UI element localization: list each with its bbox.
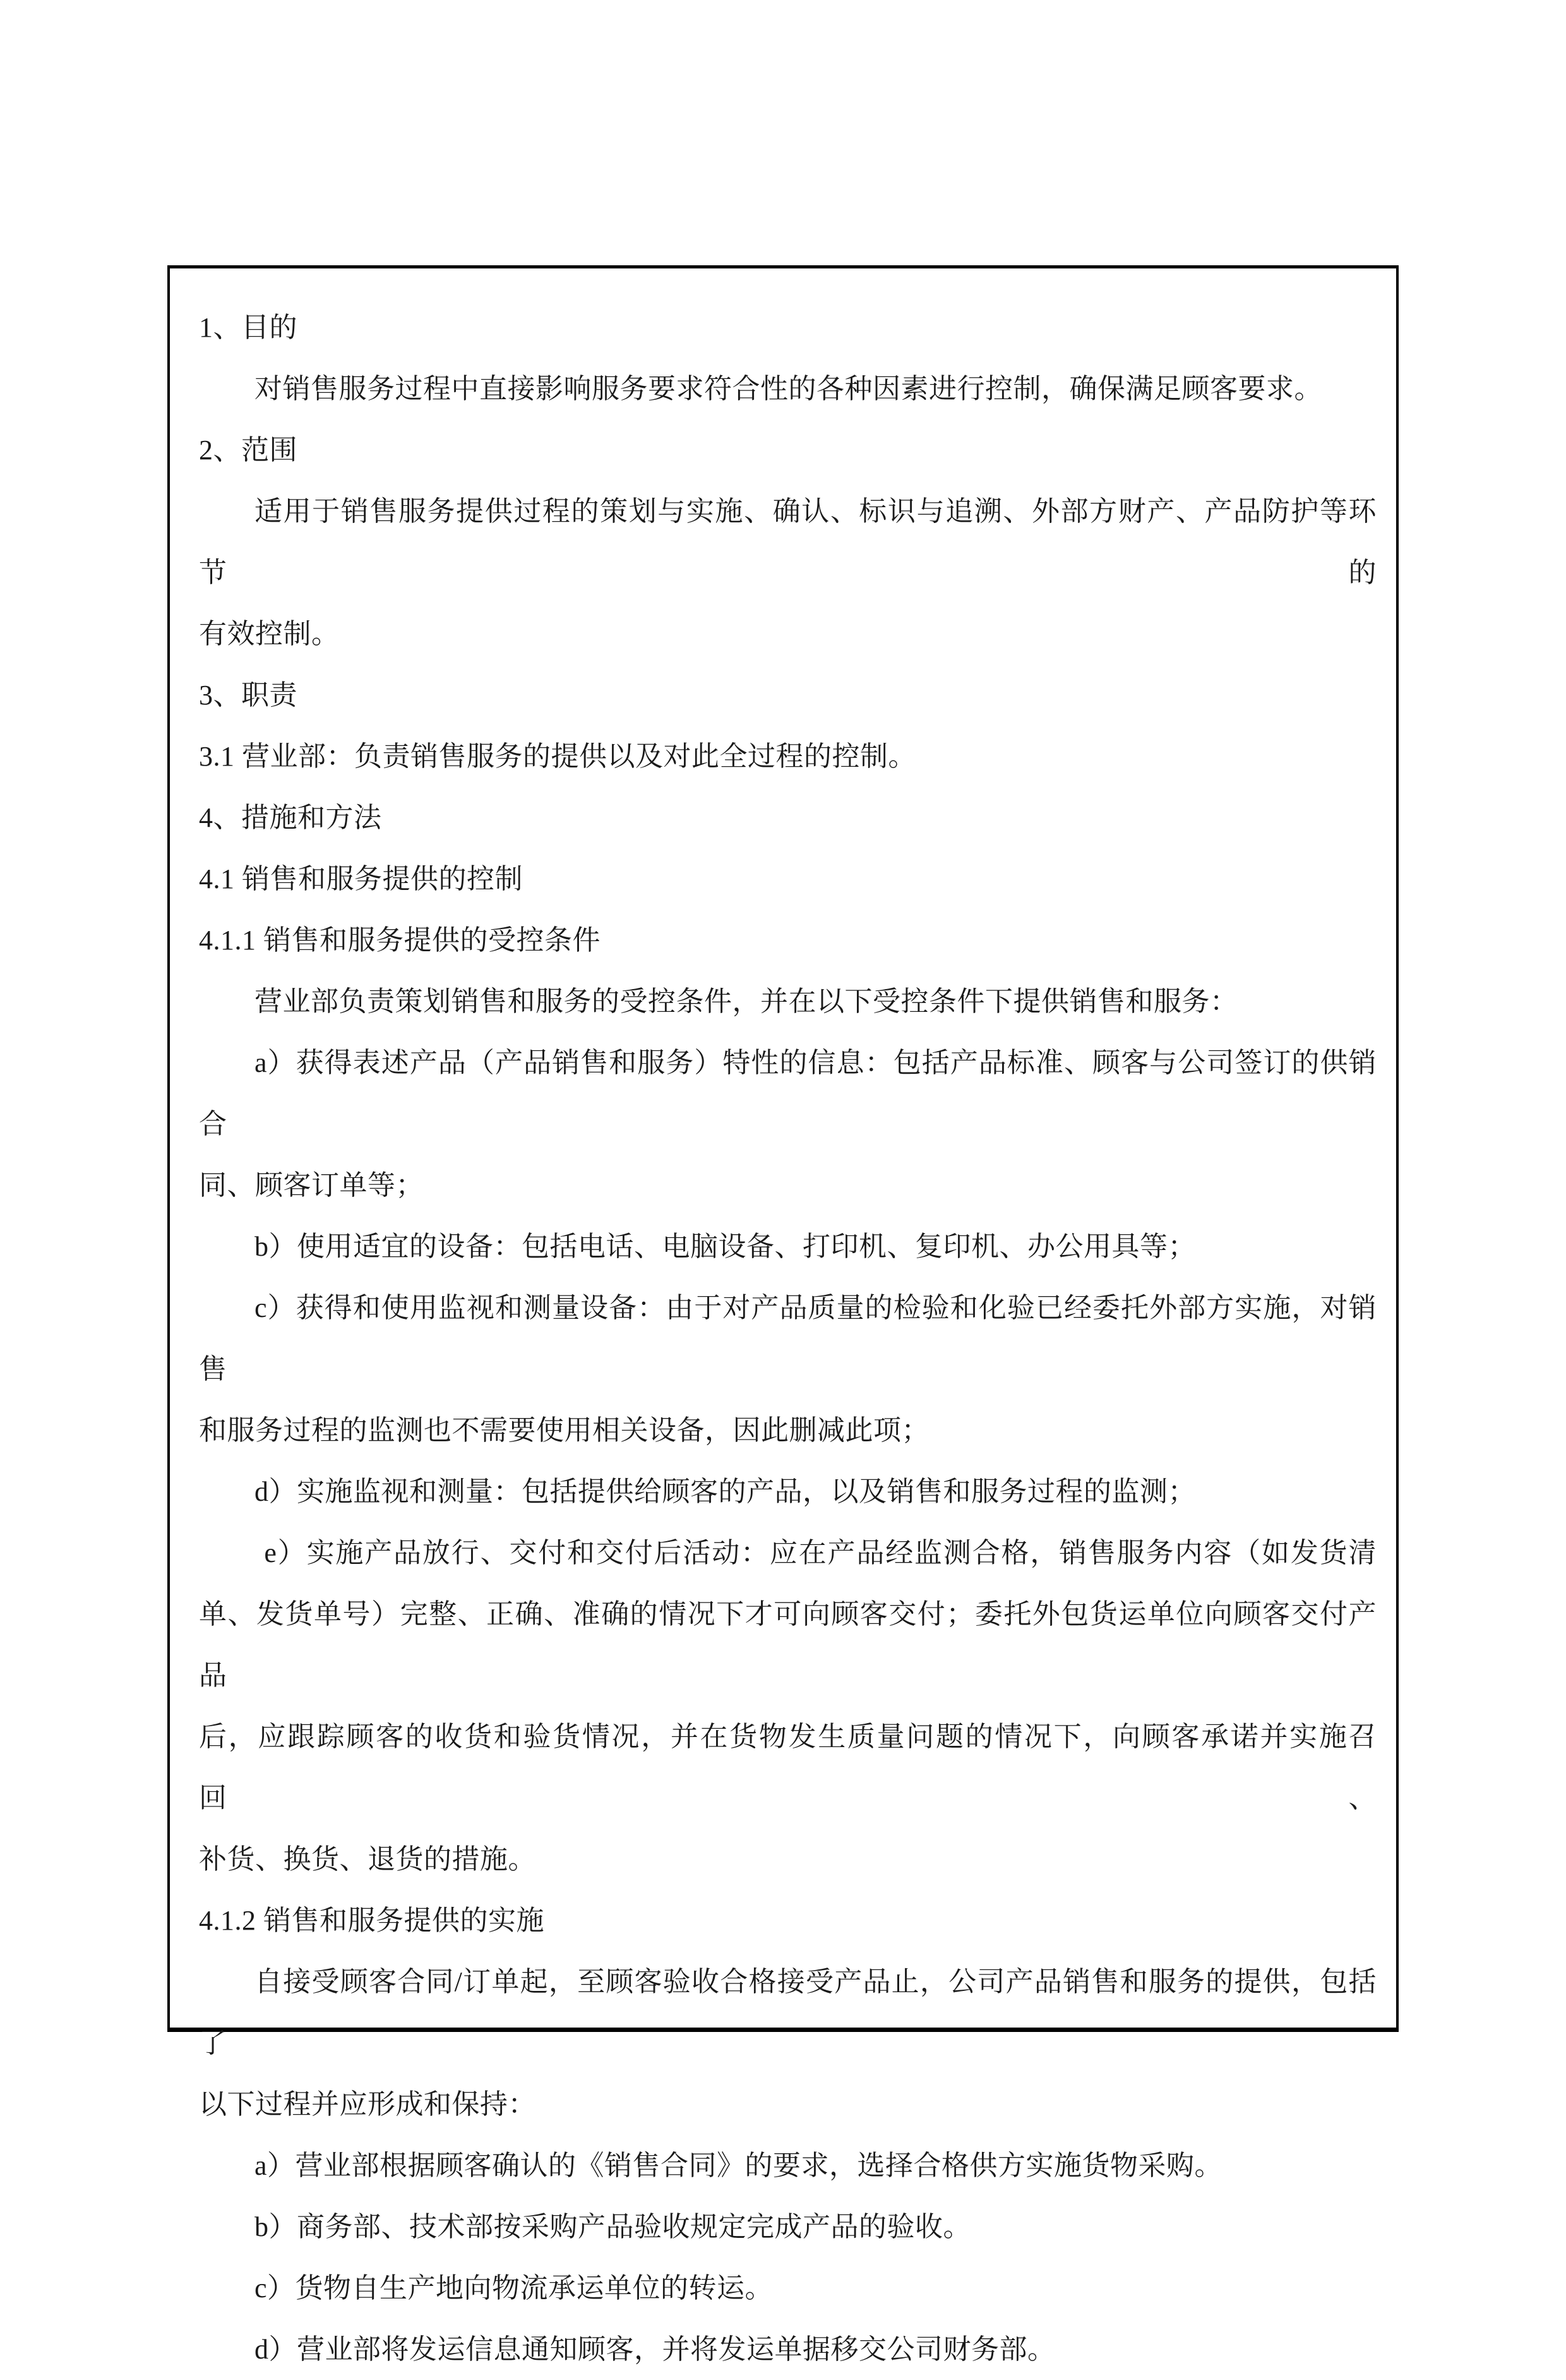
text-line: 自接受顾客合同/订单起，至顾客验收合格接受产品止，公司产品销售和服务的提供，包括了: [199, 1966, 1377, 2058]
list-item-d: d）实施监视和测量：包括提供给顾客的产品，以及销售和服务过程的监测；: [254, 1476, 1196, 1507]
heading-4-1-2: 4.1.2 销售和服务提供的实施: [199, 1905, 544, 1936]
text-line: 以下过程并应形成和保持：: [199, 2089, 536, 2120]
text-line: 有效控制。: [199, 618, 340, 649]
text-line: 和服务过程的监测也不需要使用相关设备，因此删减此项；: [199, 1415, 929, 1446]
heading-responsibility: 3、职责: [199, 680, 297, 711]
list-item-b: b）使用适宜的设备：包括电话、电脑设备、打印机、复印机、办公用具等；: [254, 1231, 1196, 1262]
text-line: 适用于销售服务提供过程的策划与实施、确认、标识与追溯、外部方财产、产品防护等环节的: [199, 496, 1377, 588]
text-line: 营业部负责策划销售和服务的受控条件，并在以下受控条件下提供销售和服务：: [254, 986, 1238, 1017]
text-line: 对销售服务过程中直接影响服务要求符合性的各种因素进行控制，确保满足顾客要求。: [254, 373, 1322, 404]
list-item-c: c）获得和使用监视和测量设备：由于对产品质量的检验和化验已经委托外部方实施，对销售: [199, 1292, 1377, 1385]
list-item-a2: a）营业部根据顾客确认的《销售合同》的要求，选择合格供方实施货物采购。: [254, 2150, 1223, 2181]
list-item-e: e）实施产品放行、交付和交付后活动：应在产品经监测合格，销售服务内容（如发货清: [264, 1537, 1377, 1568]
text-line: 同、顾客订单等；: [199, 1170, 424, 1201]
list-item-c2: c）货物自生产地向物流承运单位的转运。: [254, 2273, 774, 2304]
document-text-flow: [170, 268, 1396, 2380]
heading-scope: 2、范围: [199, 435, 297, 466]
document-border-box: [167, 265, 1399, 2365]
text-line: 补货、换货、退货的措施。: [199, 1844, 536, 1875]
list-item-b2: b）商务部、技术部按采购产品验收规定完成产品的验收。: [254, 2211, 971, 2242]
text-line: 单、发货单号）完整、正确、准确的情况下才可向顾客交付；委托外包货运单位向顾客交付产品: [199, 1599, 1377, 1691]
heading-4-1: 4.1 销售和服务提供的控制: [199, 863, 523, 894]
text-line: 后，应跟踪顾客的收货和验货情况，并在货物发生质量问题的情况下，向顾客承诺并实施召回、: [199, 1721, 1377, 1813]
list-item-d2: d）营业部将发运信息通知顾客，并将发运单据移交公司财务部。: [254, 2334, 1056, 2365]
heading-4-1-1: 4.1.1 销售和服务提供的受控条件: [199, 925, 601, 956]
heading-measures-methods: 4、措施和方法: [199, 802, 382, 833]
list-item-a: a）获得表述产品（产品销售和服务）特性的信息：包括产品标准、顾客与公司签订的供销合: [199, 1047, 1377, 1139]
clause-3-1: 3.1 营业部：负责销售服务的提供以及对此全过程的控制。: [199, 741, 916, 772]
heading-purpose: 1、目的: [199, 312, 297, 343]
